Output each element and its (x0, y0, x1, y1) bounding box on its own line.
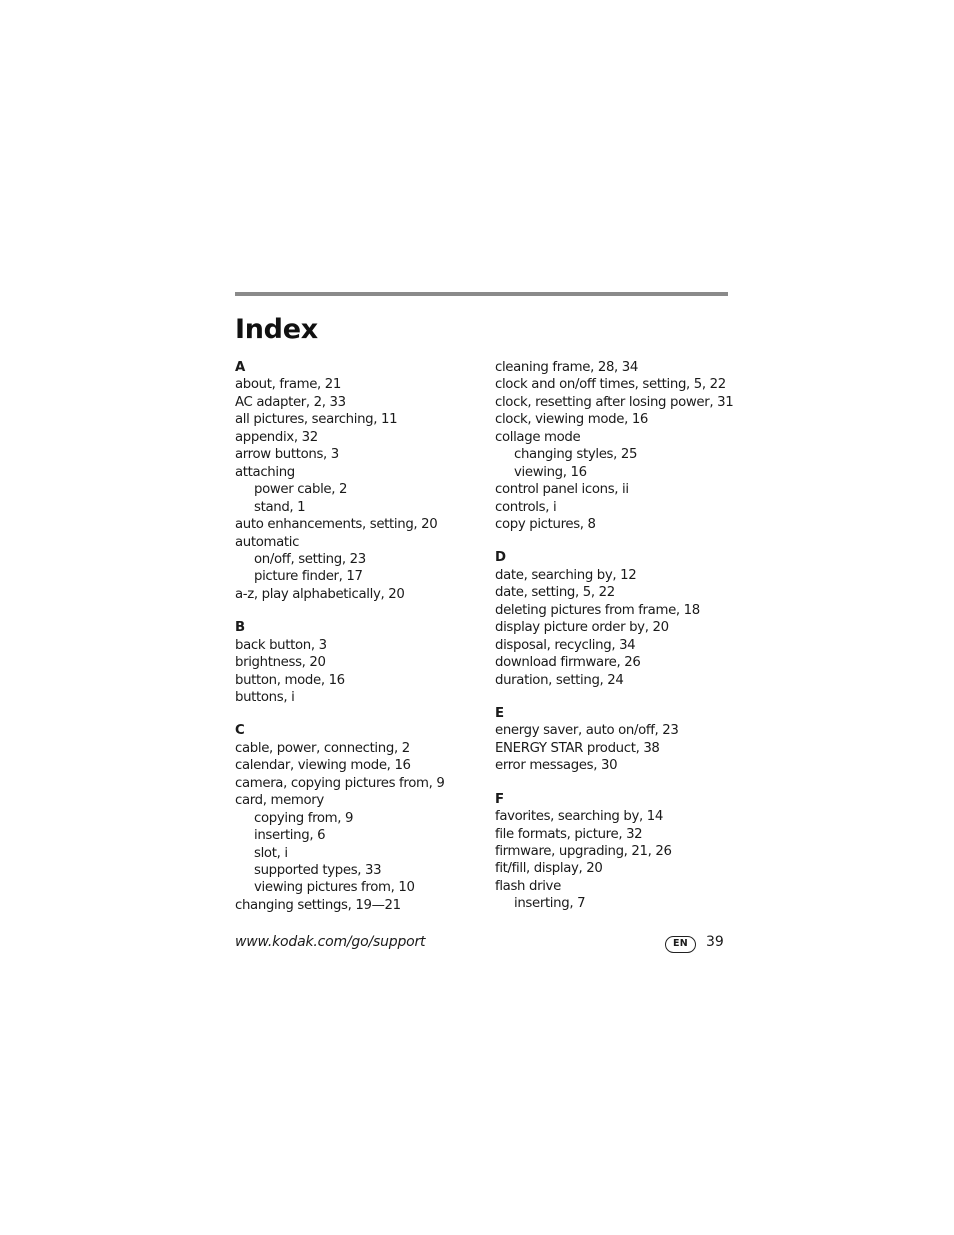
footer-url[interactable]: www.kodak.com/go/support (235, 934, 426, 950)
index-entry: card, memory (235, 793, 324, 809)
index-entry: file formats, picture, 32 (495, 826, 643, 842)
index-entry: deleting pictures from frame, 18 (495, 602, 700, 618)
index-entry: a-z, play alphabetically, 20 (235, 586, 405, 602)
index-letter-heading: D (495, 550, 506, 566)
index-entry: back button, 3 (235, 637, 327, 653)
index-entry: error messages, 30 (495, 758, 618, 774)
index-entry: display picture order by, 20 (495, 620, 669, 636)
index-subentry: viewing pictures from, 10 (254, 880, 415, 896)
index-entry: appendix, 32 (235, 429, 318, 445)
index-entry: brightness, 20 (235, 655, 326, 671)
index-entry: AC adapter, 2, 33 (235, 394, 346, 410)
index-subentry: picture finder, 17 (254, 569, 363, 585)
index-entry: collage mode (495, 429, 581, 445)
index-entry: all pictures, searching, 11 (235, 412, 398, 428)
index-entry: disposal, recycling, 34 (495, 637, 636, 653)
section-gap (235, 603, 444, 619)
index-subentry: slot, i (254, 845, 288, 861)
index-entry: clock, viewing mode, 16 (495, 412, 649, 428)
index-entry: camera, copying pictures from, 9 (235, 775, 445, 791)
language-badge: EN (665, 936, 696, 953)
index-entry: auto enhancements, setting, 20 (235, 517, 438, 533)
index-entry: control panel icons, ii (495, 482, 629, 498)
index-entry: fit/fill, display, 20 (495, 861, 603, 877)
index-entry: buttons, i (235, 690, 295, 706)
index-entry: ENERGY STAR product, 38 (495, 740, 660, 756)
index-entry: flash drive (495, 878, 561, 894)
index-subentry: inserting, 7 (514, 896, 586, 912)
page-number: 39 (706, 934, 724, 950)
index-entry: date, searching by, 12 (495, 567, 637, 583)
index-subentry: inserting, 6 (254, 828, 326, 844)
index-entry: favorites, searching by, 14 (495, 809, 663, 825)
section-gap (495, 534, 733, 550)
index-entry: clock, resetting after losing power, 31 (495, 394, 734, 410)
header-rule (235, 292, 728, 296)
index-entry: date, setting, 5, 22 (495, 585, 615, 601)
index-entry: about, frame, 21 (235, 377, 342, 393)
index-entry: firmware, upgrading, 21, 26 (495, 844, 672, 859)
index-entry: attaching (235, 464, 295, 480)
index-entry: calendar, viewing mode, 16 (235, 758, 411, 774)
index-column-left (235, 359, 444, 914)
index-entry: button, mode, 16 (235, 672, 345, 688)
index-entry: clock and on/off times, setting, 5, 22 (495, 377, 726, 393)
index-column-right (495, 359, 733, 913)
index-letter-heading: B (235, 620, 245, 636)
index-subentry: on/off, setting, 23 (254, 551, 366, 567)
index-subentry: changing styles, 25 (514, 447, 638, 463)
index-entry: controls, i (495, 499, 557, 515)
index-entry: copy pictures, 8 (495, 517, 596, 533)
index-entry: energy saver, auto on/off, 23 (495, 723, 679, 739)
index-entry: duration, setting, 24 (495, 672, 624, 688)
index-letter-heading: F (495, 791, 504, 807)
index-entry: cleaning frame, 28, 34 (495, 360, 639, 375)
page-title: Index (235, 314, 318, 345)
index-letter-heading: A (235, 360, 245, 375)
section-gap (495, 775, 733, 791)
index-entry: download firmware, 26 (495, 655, 641, 671)
index-entry: automatic (235, 534, 300, 550)
index-subentry: supported types, 33 (254, 863, 382, 879)
section-gap (235, 707, 444, 723)
index-entry: cable, power, connecting, 2 (235, 740, 410, 756)
index-entry: arrow buttons, 3 (235, 447, 339, 463)
index-entry: changing settings, 19—21 (235, 897, 401, 913)
index-subentry: copying from, 9 (254, 810, 354, 826)
index-letter-heading: C (235, 723, 245, 739)
index-subentry: viewing, 16 (514, 464, 587, 480)
index-subentry: stand, 1 (254, 499, 306, 515)
index-subentry: power cable, 2 (254, 482, 348, 498)
index-letter-heading: E (495, 705, 504, 721)
section-gap (495, 689, 733, 705)
